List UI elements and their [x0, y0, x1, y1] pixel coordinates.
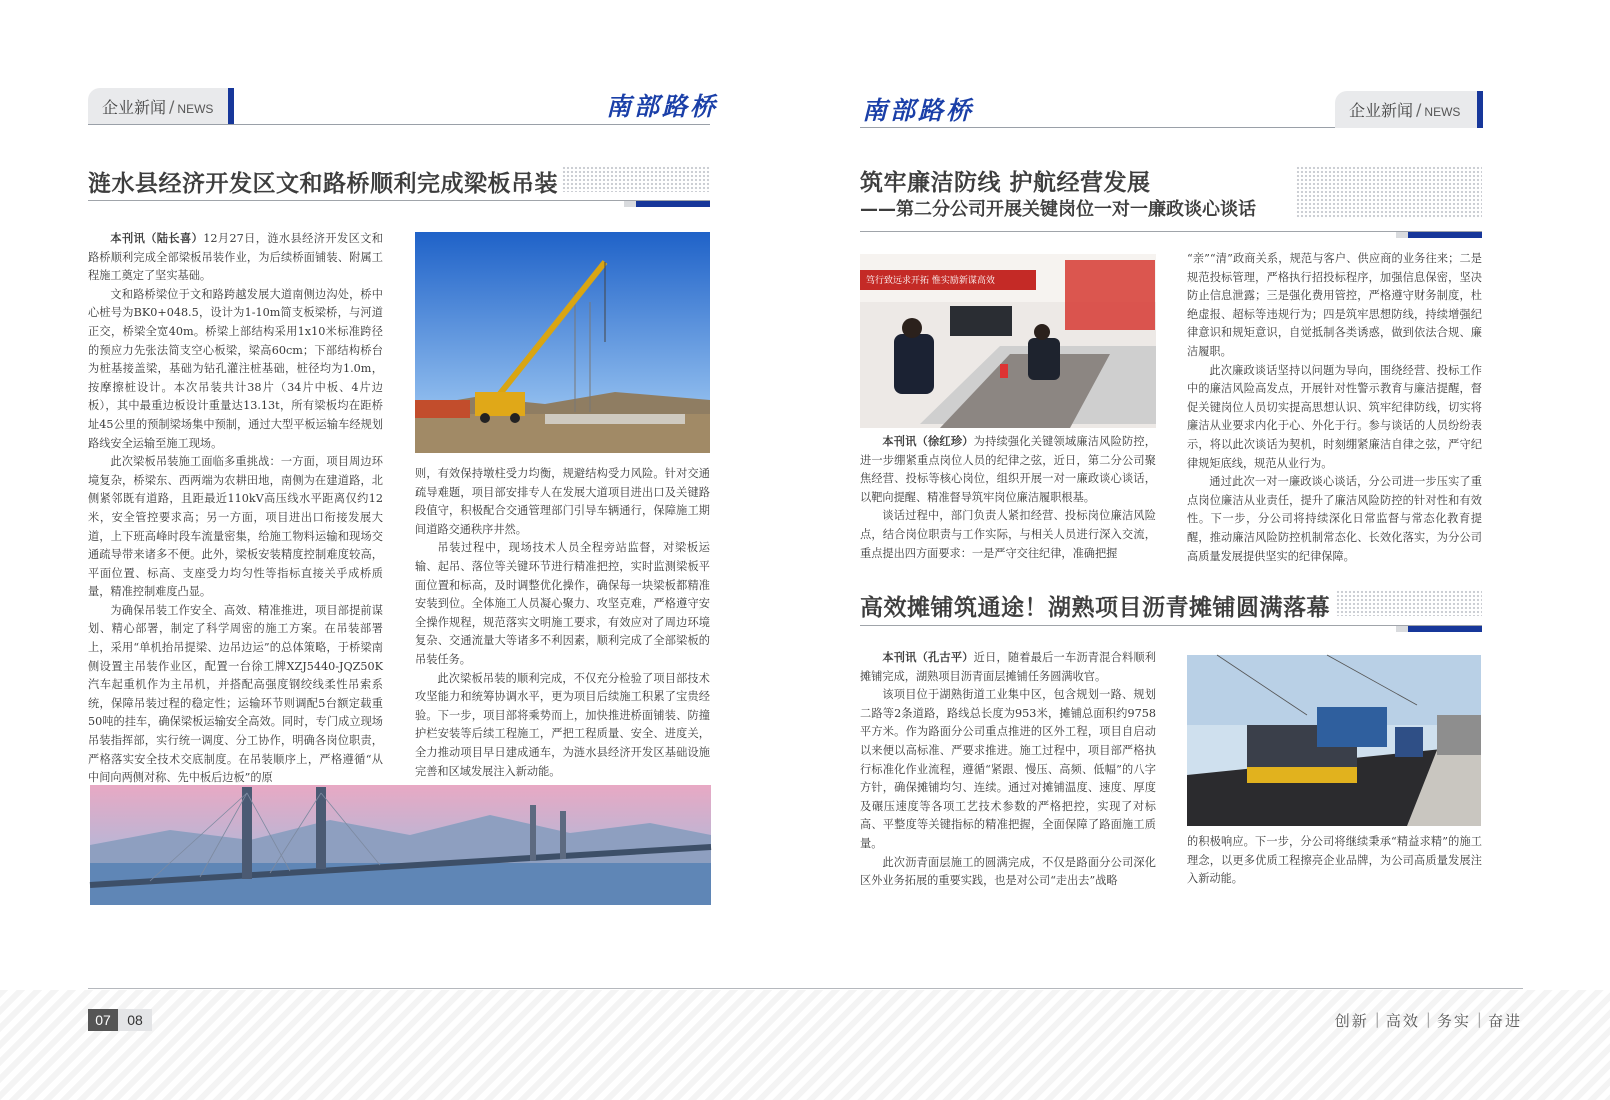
- brand-logo-left: 南部路桥: [606, 92, 719, 121]
- motto-word: 务实: [1436, 1012, 1471, 1030]
- motto-word: 奋进: [1487, 1012, 1522, 1030]
- paragraph: 此次梁板吊装的顺利完成，不仅充分检验了项目部技术攻坚能力和统筹协调水平，更为项目后续施工积累了宝贵经验。下一步，项目部将乘势而上，加快推进桥面铺装、防撞护栏安装等后续工程施工，严把工程质量、安全、进度关，全力推动项目早日建成通车，为涟水县经济开发区基础设施完善和区域发展注入新动能。: [415, 671, 710, 778]
- title-accent-blue: [636, 201, 710, 207]
- motto-word: 高效: [1385, 1012, 1420, 1030]
- page-number-right: 08: [118, 1009, 152, 1031]
- footer-motto: [1335, 1010, 1522, 1031]
- byline: 本刊讯（孔古平）: [882, 650, 974, 664]
- paragraph: 此次梁板吊装施工面临多重挑战：一方面，项目周边环境复杂，桥梁东、西两端为农耕田地，南侧为在建道路，北侧紧邻既有道路，且距最近110kV高压线水平距离仅约12米，安全管控要求高；另一方面，项目进出口衔接发展大道，上下班高峰时段车流量密集，给施工物料运输和现场交通疏导带来诸多不便。此外，梁板安装精度控制难度较高，平面位置、标高、支座受力均匀性等指标直接关乎成桥质量，精准控制难度凸显。: [88, 455, 383, 599]
- article3-column2: [1187, 833, 1482, 893]
- paragraph: 12月27日，涟水县经济开发区文和路桥顺利完成全部梁板吊装作业，为后续桥面铺装、附属工程施工奠定了坚实基础。: [88, 232, 383, 283]
- paragraph: 此次沥青面层施工的圆满完成，不仅是路面分公司深化区外业务拓展的重要实践，也是对公司“走出去”战略: [860, 855, 1156, 888]
- motto-divider: |: [1476, 1010, 1482, 1028]
- paragraph: 通过此次一对一廉政谈心谈话，分公司进一步压实了重点岗位廉洁从业责任，提升了廉洁风险防控的针对性和有效性。下一步，分公司将持续深化日常监督与常态化教育提醒，推动廉洁风险防控机制常态化、长效化落实，为分公司高质量发展提供坚实的纪律保障。: [1187, 475, 1482, 563]
- paragraph: “亲”“清”政商关系，规范与客户、供应商的业务往来；二是规范投标管理，严格执行招投标程序，加强信息保密，坚决防止信息泄露；三是强化费用管控，严格遵守财务制度，杜绝虚报、超标等违规行为；四是筑牢思想防线，持续增强纪律意识和规矩意识，自觉抵制各类诱惑，做到依法合规、廉洁履职。: [1187, 252, 1482, 358]
- article2-subtitle: ——第二分公司开展关键岗位一对一廉政谈心谈话: [860, 199, 1256, 220]
- cable-stayed-bridge-photo: [90, 785, 711, 905]
- title-dot-pattern: [562, 166, 710, 192]
- paragraph: 近日，随着最后一车沥青混合料顺利摊铺完成，湖熟项目沥青面层摊铺任务圆满收官。: [860, 651, 1156, 683]
- page-number-left: 07: [88, 1009, 118, 1031]
- title-accent-gray: [1396, 626, 1408, 632]
- paragraph: 的积极响应。下一步，分公司将继续秉承“精益求精”的施工理念，以更多优质工程擦亮企业品牌，为公司高质量发展注入新动能。: [1187, 835, 1482, 886]
- motto-divider: |: [1425, 1010, 1431, 1028]
- section-label-en: NEWS: [1424, 105, 1461, 119]
- article1-title: 涟水县经济开发区文和路桥顺利完成梁板吊装: [88, 171, 558, 197]
- news-section-tab-right: [1335, 91, 1483, 128]
- motto-divider: |: [1374, 1010, 1380, 1028]
- footer-rule: [88, 988, 1523, 989]
- title-accent-gray: [1396, 232, 1408, 238]
- meeting-room-photo: [860, 254, 1156, 428]
- footer-background: [0, 990, 1610, 1100]
- title-underline: [860, 231, 1482, 232]
- title-accent-blue: [1408, 232, 1482, 238]
- paragraph: 为确保吊装工作安全、高效、精准推进，项目部提前谋划、精心部署，制定了科学周密的施工方案。在吊装部署上，采用“单机抬吊提梁、边吊边运”的总体策略，于桥梁南侧设置主吊装作业区，配置一台徐工牌XZJ5440-JQZ50K汽车起重机作为主吊机，并搭配高强度钢绞线柔性吊索系统，保障吊装过程的稳定性；运输环节则调配5台额定载重50吨的挂车，确保梁板运输安全高效。同时，专门成立现场吊装指挥部，实行统一调度、分工协作，明确各岗位职责，严格落实安全技术交底制度。在吊装顺序上，严格遵循“从中间向两侧对称、先中板后边板”的原: [88, 603, 383, 785]
- title-dot-pattern: [1296, 166, 1482, 218]
- crane-lifting-photo: [415, 232, 710, 453]
- paragraph: 谈话过程中，部门负责人紧扣经营、投标岗位廉洁风险点，结合岗位职责与工作实际，与相关人员进行深入交流，重点提出四方面要求：一是严守交往纪律，准确把握: [860, 509, 1156, 560]
- photo-banner-text: 笃行致远求开拓 惟实励新谋高效: [866, 276, 995, 286]
- article1-column1: [88, 229, 383, 785]
- article2-column1: [860, 432, 1156, 562]
- byline: 本刊讯（陆长喜）: [110, 231, 204, 245]
- motto-word: 创新: [1334, 1012, 1369, 1030]
- article3-column1: [860, 648, 1156, 888]
- section-separator: /: [1416, 100, 1422, 119]
- paragraph: 该项目位于湖熟街道工业集中区，包含规划一路、规划二路等2条道路，路线总长度为953米，摊铺总面积约9758平方米。作为路面分公司重点推进的区外工程，项目自启动以来便以高标准、严要求推进。施工过程中，项目部严格执行标准化作业流程，遵循“紧跟、慢压、高频、低幅”的八字方针，确保摊铺均匀、连续。通过对摊铺温度、速度、厚度及碾压速度等各项工艺技术参数的严格把控，实现了对标高、平整度等关键指标的精准把握，全面保障了路面施工质量。: [860, 688, 1156, 850]
- article3-title: 高效摊铺筑通途！湖熟项目沥青摊铺圆满落幕: [860, 595, 1330, 621]
- paragraph: 吊装过程中，现场技术人员全程旁站监督，对梁板运输、起吊、落位等关键环节进行精准把控，实时监测梁板平面位置和标高，及时调整优化操作，确保每一块梁板都精准安装到位。全体施工人员凝心聚力、攻坚克难，严格遵守安全操作规程，规范落实文明施工要求，有效应对了周边环境复杂、交通流量大等诸多不利因素，顺利完成了全部梁板的吊装任务。: [415, 541, 710, 666]
- paragraph: 此次廉政谈话坚持以问题为导向，围绕经营、投标工作中的廉洁风险高发点，开展针对性警示教育与廉洁提醒，督促关键岗位人员切实提高思想认识、筑牢纪律防线，切实将廉洁从业要求内化于心、外化于行。参与谈话的人员纷纷表示，将以此次谈话为契机，时刻绷紧廉洁自律之弦，严守纪律规矩底线，规范从业行为。: [1187, 363, 1482, 470]
- news-section-tab-left: [88, 88, 234, 125]
- byline: 本刊讯（徐红珍）: [882, 434, 974, 448]
- title-underline: [88, 200, 710, 201]
- paragraph: 文和路桥梁位于文和路跨越发展大道南侧边沟处，桥中心桩号为BK0+048.5，设计为1-10m简支板梁桥，与河道正交，桥梁全宽40m。桥梁上部结构采用1x10米标准跨径的预应力先张法简支空心板梁，梁高60cm；下部结构桥台为桩基接盖梁，基础为钻孔灌注桩基础，桩径均为1.0m，按摩擦桩设计。本次吊装共计38片（34片中板、4片边板），其中最重边板设计重量达13.13t，所有梁板均在距桥址45公里的预制梁场集中预制，通过大型平板运输车经规划路线安全运输至施工现场。: [88, 287, 383, 450]
- paragraph: 则，有效保持墩柱受力均衡，规避结构受力风险。针对交通疏导难题，项目部安排专人在发展大道项目进出口及关键路段值守，积极配合交通管理部门引导车辆通行，保障施工期间道路交通秩序井然。: [415, 467, 710, 536]
- section-label: 企业新闻: [102, 98, 167, 117]
- article2-title: 筑牢廉洁防线 护航经营发展: [860, 170, 1151, 196]
- title-dot-pattern: [1336, 590, 1482, 616]
- paragraph: 为持续强化关键领域廉洁风险防控，进一步绷紧重点岗位人员的纪律之弦，近日，第二分公司聚焦经营、投标等核心岗位，组织开展一对一廉政谈心谈话，以靶向提醒、精准督导筑牢岗位廉洁履职根基。: [860, 435, 1156, 504]
- asphalt-paving-photo: [1187, 655, 1481, 826]
- brand-logo-right: 南部路桥: [862, 96, 975, 125]
- section-label-en: NEWS: [177, 102, 214, 116]
- section-separator: /: [169, 97, 175, 116]
- article1-column2: [415, 465, 710, 777]
- article2-column2: [1187, 250, 1482, 562]
- title-accent-gray: [624, 201, 636, 207]
- header-rule-left: [88, 124, 710, 125]
- title-underline: [860, 625, 1482, 626]
- section-label: 企业新闻: [1349, 101, 1414, 120]
- title-accent-blue: [1408, 626, 1482, 632]
